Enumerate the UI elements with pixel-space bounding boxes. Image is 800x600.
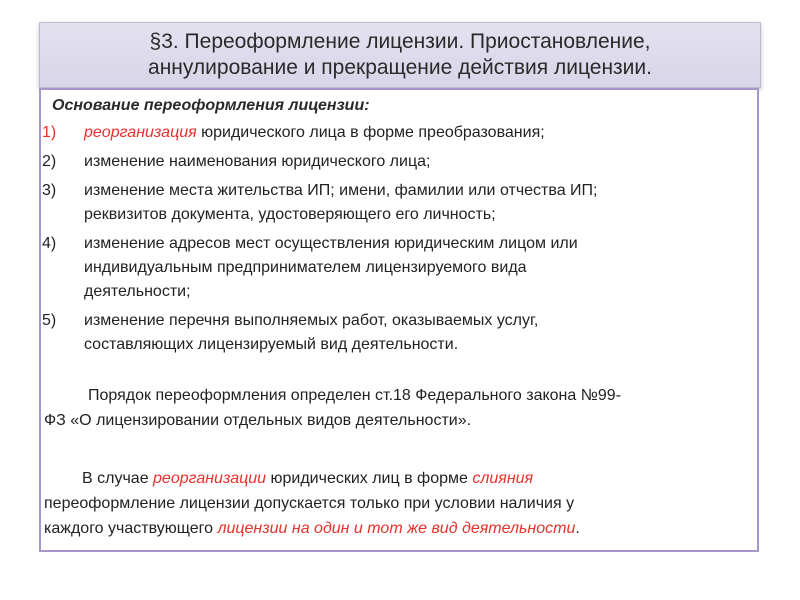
- paragraph-reorg-line-3-start: каждого участвующего: [44, 520, 218, 537]
- subheading: Основание переоформления лицензии:: [52, 97, 370, 114]
- list-item-1: [41, 121, 741, 145]
- content-panel: [39, 88, 759, 552]
- highlight-text: реорганизации: [153, 470, 267, 487]
- paragraph-reorg-part-1: В случае: [82, 470, 154, 487]
- slide-title-line-1: §3. Переоформление лицензии. Приостановление,: [149, 30, 651, 53]
- list-item-text: изменение наименования юридического лица;: [84, 153, 431, 170]
- list-number: 2): [42, 153, 57, 170]
- highlight-text: реорганизация: [84, 124, 197, 141]
- slide-title: [39, 22, 761, 88]
- paragraph-reorganization: [44, 466, 744, 541]
- paragraph-reorg-part-2: юридических лиц в форме: [266, 470, 473, 487]
- list-item-text-line-3: деятельности;: [84, 283, 191, 300]
- list-item-text-line-2: индивидуальным предпринимателем лицензируемого вида: [84, 259, 527, 276]
- list-item-text-line-2: составляющих лицензируемый вид деятельности.: [84, 336, 459, 353]
- list-item-3: [41, 179, 741, 227]
- list-item-text-line-1: изменение места жительства ИП; имени, фамилии или отчества ИП;: [84, 182, 598, 199]
- list-item-4: [41, 232, 741, 304]
- paragraph-procedure: [44, 383, 744, 433]
- list-item-text-line-1: изменение перечня выполняемых работ, оказываемых услуг,: [84, 312, 539, 329]
- list-number: 1): [42, 124, 57, 141]
- paragraph-reorg-line-2: переоформление лицензии допускается только при условии наличия у: [44, 495, 575, 512]
- list-item-2: [41, 150, 741, 174]
- list-item-text: юридического лица в форме преобразования;: [196, 124, 545, 141]
- list-item-text-line-1: изменение адресов мест осуществления юридическим лицом или: [84, 235, 578, 252]
- paragraph-procedure-line-1: Порядок переоформления определен ст.18 Федерального закона №99-: [88, 387, 622, 404]
- list-item-5: [41, 309, 741, 357]
- list-item-text-line-2: реквизитов документа, удостоверяющего его личность;: [84, 206, 496, 223]
- highlight-text: слияния: [472, 470, 534, 487]
- paragraph-reorg-line-3-end: .: [575, 520, 580, 537]
- slide-title-line-2: аннулирование и прекращение действия лицензии.: [148, 56, 652, 79]
- slide: [39, 22, 761, 552]
- grounds-list: [41, 121, 741, 362]
- list-number: 5): [42, 312, 57, 329]
- highlight-text: лицензии на один и тот же вид деятельности: [217, 520, 576, 537]
- list-number: 4): [42, 235, 57, 252]
- paragraph-procedure-line-2: ФЗ «О лицензировании отдельных видов деятельности».: [44, 412, 472, 429]
- list-number: 3): [42, 182, 57, 199]
